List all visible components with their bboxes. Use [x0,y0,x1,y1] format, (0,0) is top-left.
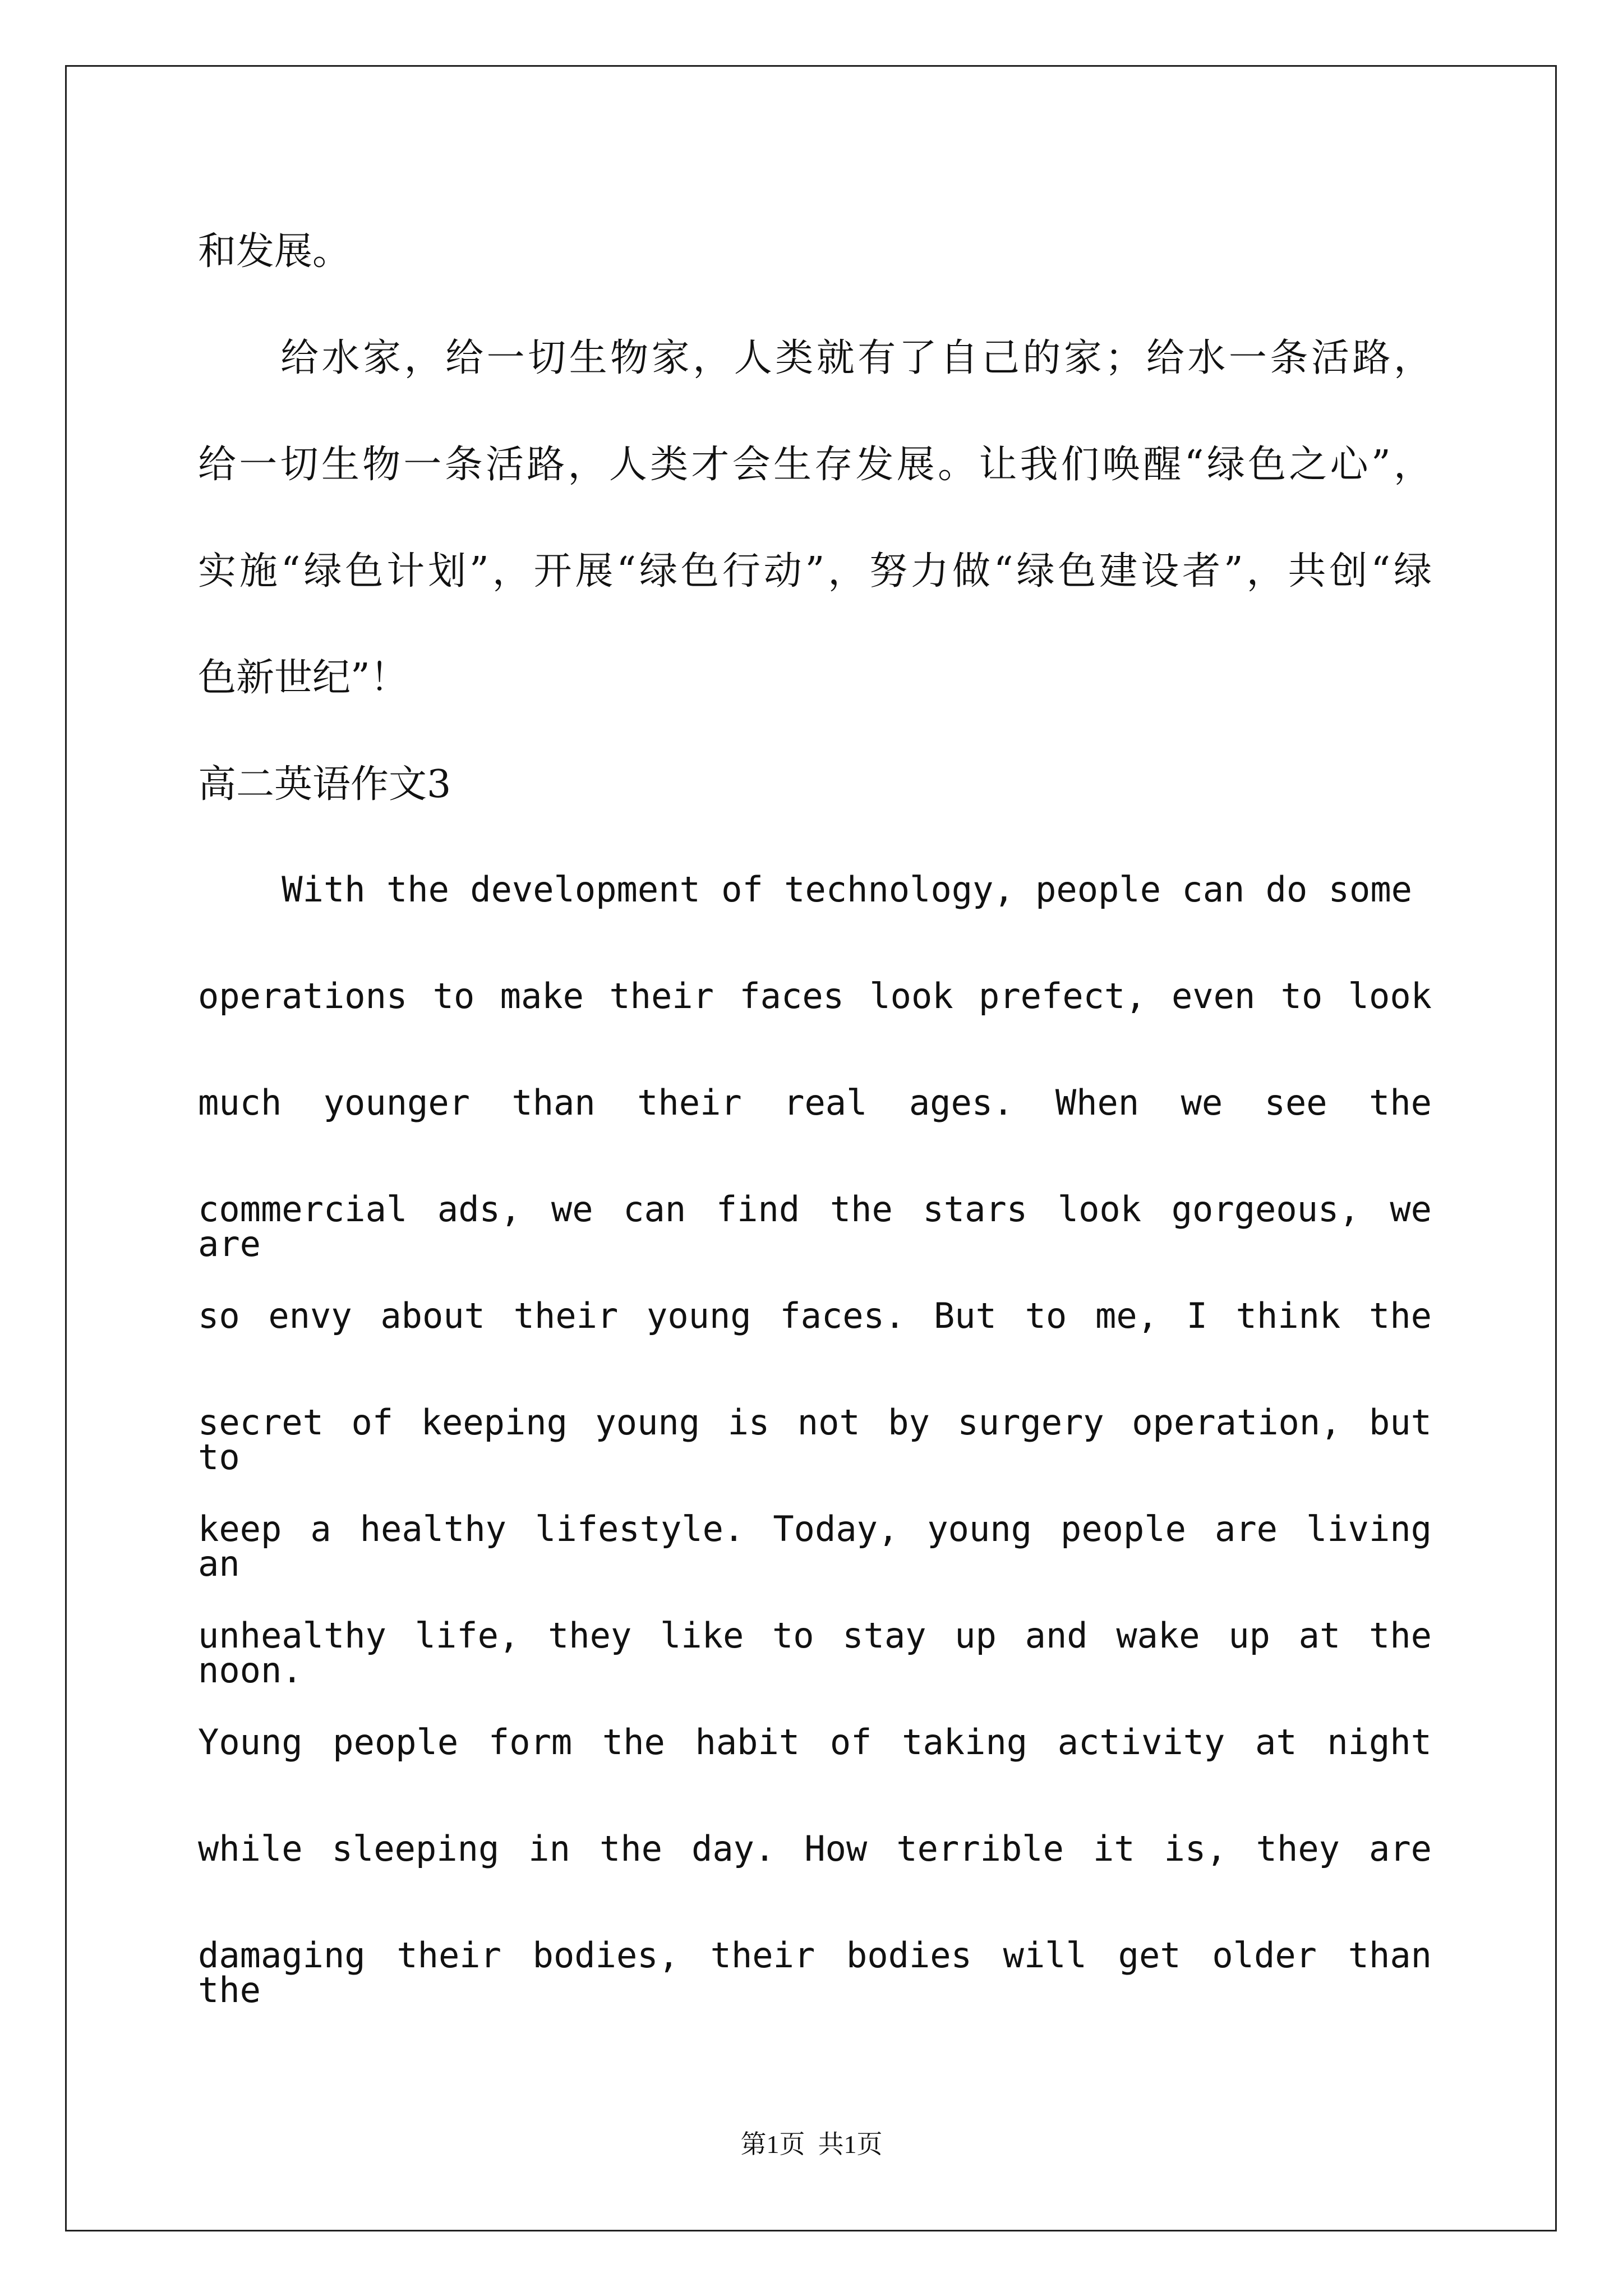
paragraph-line: commercial ads, we can find the stars look gorgeous, we are [198,1189,1432,1264]
paragraph-line: while sleeping in the day. How terrible it is, they are [198,1828,1432,1869]
paragraph-line: keep a healthy lifestyle. Today, young people are living an [198,1508,1432,1584]
section-heading: 高二英语作文3 [198,762,451,807]
paragraph-line: 给一切生物一条活路，人类才会生存发展。让我们唤醒“绿色之心”， [198,443,1432,487]
page-border [65,65,1557,2231]
paragraph-line: 实施“绿色计划”，开展“绿色行动”，努力做“绿色建设者”，共创“绿 [198,549,1432,593]
paragraph-line: Young people form the habit of taking activity at night [198,1722,1432,1763]
paragraph-line: unhealthy life, they like to stay up and wake up at the noon. [198,1615,1432,1691]
page-number-footer: 第1页 共1页 [740,2130,883,2159]
paragraph-line: With the development of technology, people can do some [198,869,1412,910]
paragraph-line: so envy about their young faces. But to me, I think the [198,1295,1432,1336]
paragraph-line: operations to make their faces look prefect, even to look [198,976,1432,1016]
paragraph-line: 色新世纪”！ [198,656,408,700]
paragraph-line: damaging their bodies, their bodies will get older than the [198,1935,1432,2010]
paragraph-line: 和发展。 [198,229,351,274]
paragraph-line: secret of keeping young is not by surgery operation, but to [198,1402,1432,1478]
paragraph-line: much younger than their real ages. When we see the [198,1082,1432,1123]
paragraph-line: 给水家，给一切生物家，人类就有了自己的家；给水一条活路， [198,336,1432,380]
